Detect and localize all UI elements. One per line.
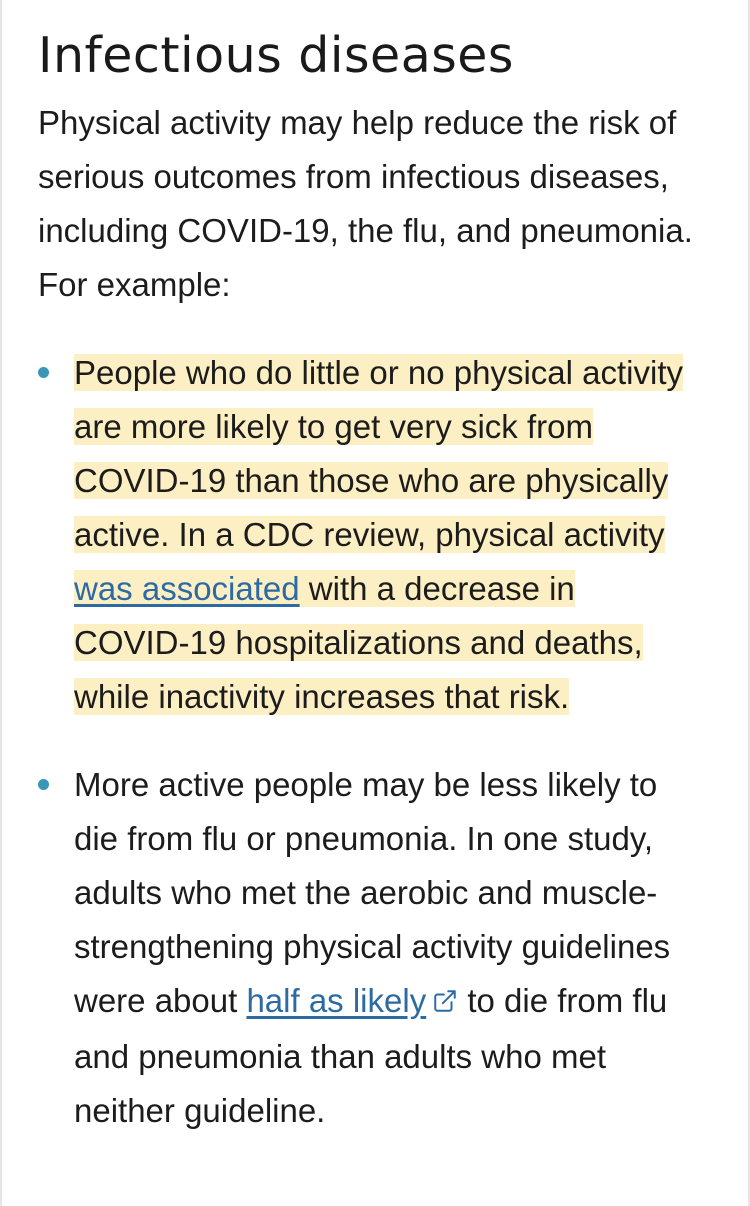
intro-paragraph: Physical activity may help reduce the risk of serious outcomes from infectious diseases, including COVID-19, the flu, and pneumonia. For example:: [38, 104, 693, 303]
list-item-text: [74, 758, 698, 1138]
article-content: [38, 0, 712, 1172]
list-item-text-after: with a decrease in COVID-19 hospitalizations and deaths, while inactivity increases that risk.: [74, 570, 643, 715]
highlighted-passage: [74, 354, 683, 715]
external-link-icon[interactable]: [432, 976, 458, 1030]
bullet-dot: [38, 779, 49, 790]
list-item-text: [74, 346, 698, 724]
examples-list: [38, 346, 712, 1138]
list-item-text-before: People who do little or no physical activity are more likely to get very sick from COVID-19 than those who are physically active. In a CDC review, physical activity: [74, 354, 683, 553]
frame-left-edge: [0, 0, 2, 1206]
section-heading: Infectious diseases: [38, 27, 514, 84]
half-as-likely-link[interactable]: half as likely: [246, 982, 427, 1019]
list-item-text-after: to die from flu and pneumonia than adults who met neither guideline.: [74, 982, 668, 1129]
was-associated-link[interactable]: was associated: [74, 570, 300, 607]
bullet-dot: [38, 367, 49, 378]
list-item-covid: [38, 346, 712, 724]
list-item-flu: [38, 758, 712, 1138]
list-item-text-before: More active people may be less likely to die from flu or pneumonia. In one study, adults who met the aerobic and muscle-strengthening physical activity guidelines were about: [74, 766, 671, 1019]
